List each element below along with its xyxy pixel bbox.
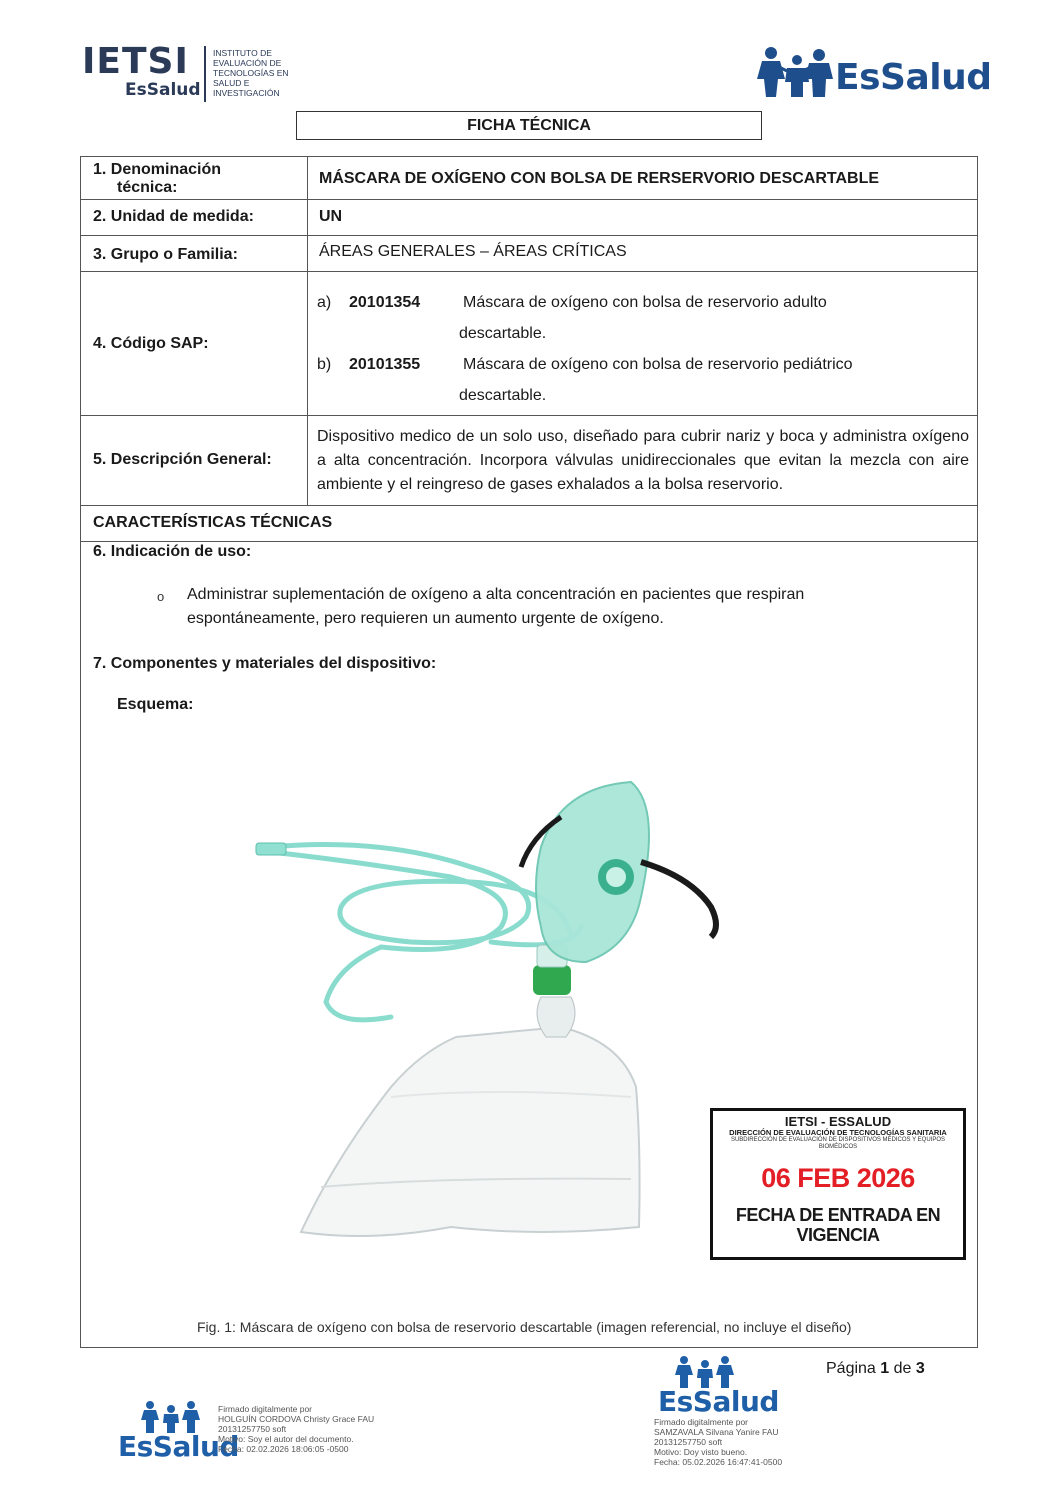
vigencia-stamp [710,1108,966,1260]
row-divider [81,271,977,272]
spec-table [80,156,978,1348]
sig-line: 20131257750 soft [218,1424,287,1434]
row-divider [81,199,977,200]
page-mid: de [889,1360,916,1377]
inst-line: INSTITUTO DE [213,48,272,58]
page-prefix: Página [826,1360,881,1377]
sig-line: Firmado digitalmente por [218,1404,313,1414]
page-current: 1 [880,1360,890,1377]
denominacion-value: MÁSCARA DE OXÍGENO CON BOLSA DE RERSERVORIO DESCARTABLE [319,170,880,187]
sap-letter-b: b) [317,356,332,373]
ietsi-logo-word: IETSI [82,41,189,82]
inst-line: INVESTIGACIÓN [213,88,280,98]
inst-line: SALUD E [213,78,250,88]
row-divider [81,415,977,416]
essalud-family-icon [674,1355,736,1389]
signature-right-text [654,1417,854,1467]
figure-caption: Fig. 1: Máscara de oxígeno con bolsa de reservorio descartable (imagen referencial, no incluye el diseño) [197,1319,852,1335]
document-title: FICHA TÉCNICA [296,111,762,140]
row-divider [81,541,977,542]
sig-line: SAMZAVALA Silvana Yanire FAU [654,1427,779,1437]
row-divider [81,235,977,236]
grupo-label: 3. Grupo o Familia: [93,246,238,263]
componentes-label: 7. Componentes y materiales del dispositivo: [93,655,437,672]
caracteristicas-heading: CARACTERÍSTICAS TÉCNICAS [93,514,333,531]
sig-line: Motivo: Soy el autor del documento. [218,1434,354,1444]
sig-line: Fecha: 02.02.2026 18:06:05 -0500 [218,1444,349,1454]
stamp-subdirection: SUBDIRECCIÓN DE EVALUACIÓN DE DISPOSITIVOS MÉDICOS Y EQUIPOS BIOMÉDICOS [730,1137,946,1150]
unidad-label: 2. Unidad de medida: [93,208,254,225]
inst-line: EVALUACIÓN DE [213,58,282,68]
sig-line: Firmado digitalmente por [654,1417,749,1427]
sap-code-b: 20101355 [349,356,421,373]
descripcion-value: Dispositivo medico de un solo uso, diseñado para cubrir nariz y boca y administra oxígeno a alta concentración. Incorpora válvulas unidireccionales que evitan la mezcla con aire ambiente y el reingreso de gases exhalados a la bolsa reservorio. [317,428,969,493]
signature-left-text [218,1404,418,1454]
row-divider [81,505,977,506]
unidad-value: UN [319,208,343,225]
sap-desc-b-2: descartable. [459,387,547,404]
essalud-family-icon [757,46,835,98]
ietsi-institute-text [213,48,303,98]
indicacion-label: 6. Indicación de uso: [93,543,252,560]
sap-letter-a: a) [317,294,332,311]
stamp-footer: FECHA DE ENTRADA EN VIGENCIA [735,1205,941,1245]
sig-line: Fecha: 05.02.2026 16:47:41-0500 [654,1457,783,1467]
sap-desc-a-2: descartable. [459,325,547,342]
page-number [826,1360,925,1378]
ietsi-logo-divider [204,46,206,102]
page-total: 3 [915,1360,925,1377]
bullet-marker: o [157,589,165,604]
essalud-family-icon [140,1400,202,1434]
stamp-org: IETSI - ESSALUD [784,1114,892,1129]
indicacion-text: Administrar suplementación de oxígeno a alta concentración en pacientes que respiran espontáneamente, pero requieren un aumento urgente de oxígeno. [187,586,805,627]
denominacion-label: 1. Denominación [93,161,222,178]
denominacion-label-2: técnica: [117,179,178,196]
sig-line: HOLGUÍN CORDOVA Christy Grace FAU [218,1414,375,1424]
stamp-direction: DIRECCIÓN DE EVALUACIÓN DE TECNOLOGÍAS SANITARIA [729,1128,947,1137]
stamp-date: 06 FEB 2026 [761,1163,915,1193]
sap-desc-b: Máscara de oxígeno con bolsa de reservorio pediátrico [463,356,853,373]
essalud-logo-word: EsSalud [658,1385,779,1418]
column-divider [307,157,308,505]
sap-label: 4. Código SAP: [93,335,209,352]
essalud-logo-word: EsSalud [835,57,992,98]
sig-line: 20131257750 soft [654,1437,723,1447]
sap-desc-a: Máscara de oxígeno con bolsa de reservorio adulto [463,294,827,311]
grupo-value: ÁREAS GENERALES – ÁREAS CRÍTICAS [319,243,627,260]
descripcion-label: 5. Descripción General: [93,451,272,468]
esquema-label: Esquema: [117,696,194,713]
inst-line: TECNOLOGÍAS EN [213,68,289,78]
ietsi-logo-sub: EsSalud [125,80,201,100]
sig-line: Motivo: Doy visto bueno. [654,1447,748,1457]
essalud-logo-word: EsSalud [118,1430,239,1463]
sap-code-a: 20101354 [349,294,421,311]
oxygen-mask-image [241,767,741,1267]
